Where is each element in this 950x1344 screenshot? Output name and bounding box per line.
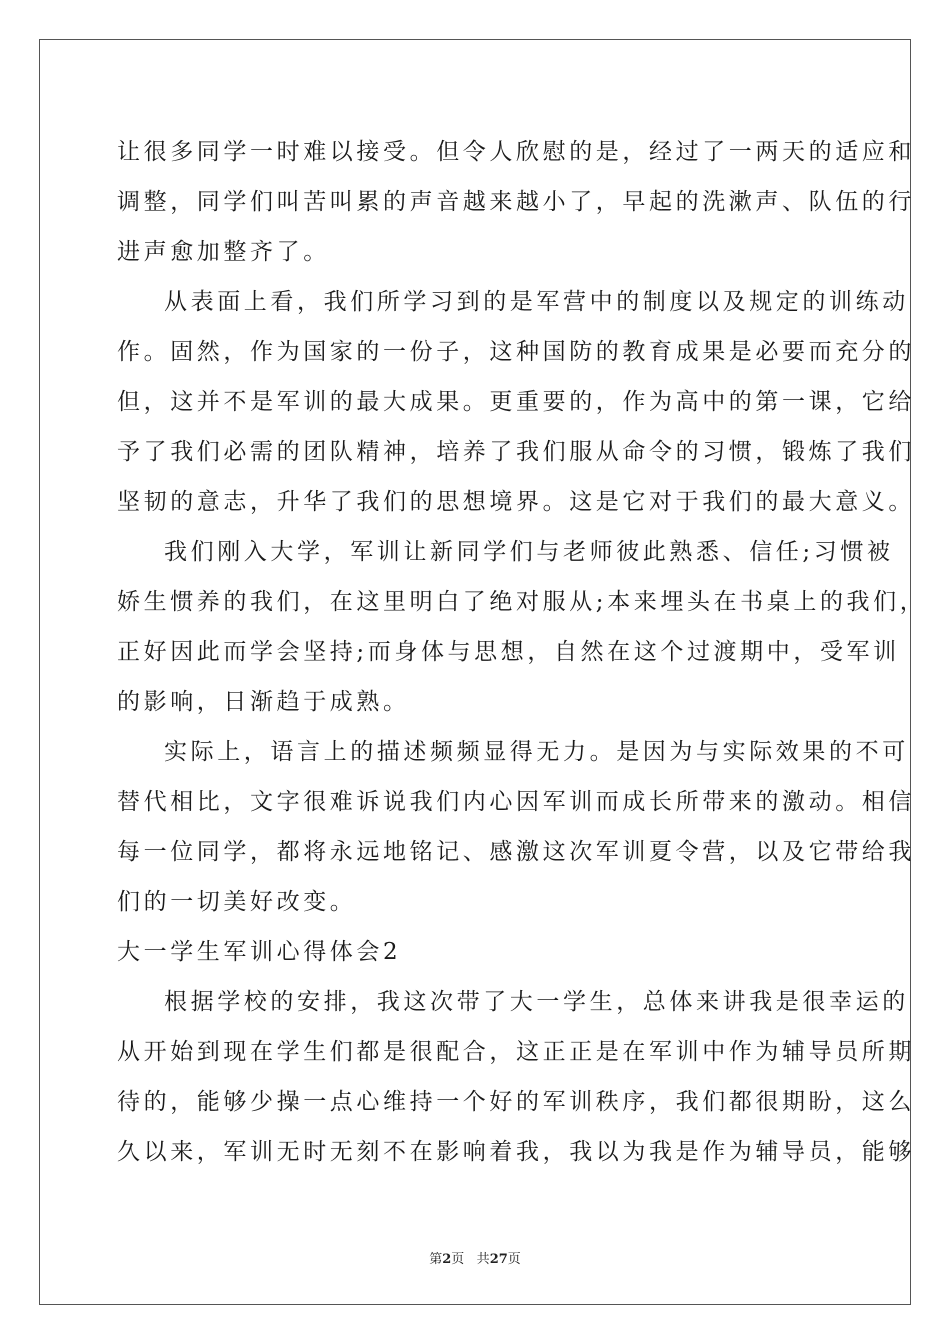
page-prefix: 第 (429, 1252, 443, 1267)
paragraph-first-line: 从表面上看，我们所学习到的是军营中的制度以及规定的训练动 (164, 289, 909, 315)
text-line: 让很多同学一时难以接受。但令人欣慰的是，经过了一两天的适应和 (117, 139, 915, 165)
text-line: 从开始到现在学生们都是很配合，这正正是在军训中作为辅导员所期 (117, 1039, 915, 1065)
text-line: 作。固然，作为国家的一份子，这种国防的教育成果是必要而充分的 (117, 339, 915, 365)
total-suffix: 页 (507, 1252, 521, 1267)
text-line: 待的，能够少操一点心维持一个好的军训秩序，我们都很期盼，这么 (117, 1089, 915, 1115)
text-line: 正好因此而学会坚持;而身体与思想，自然在这个过渡期中，受军训 (117, 639, 900, 665)
page-suffix: 页 (451, 1252, 465, 1267)
text-line: 们的一切美好改变。 (117, 889, 357, 915)
text-line: 予了我们必需的团队精神，培养了我们服从命令的习惯，锻炼了我们 (117, 439, 915, 465)
paragraph-first-line: 根据学校的安排，我这次带了大一学生，总体来讲我是很幸运的 (164, 989, 909, 1015)
text-line: 调整，同学们叫苦叫累的声音越来越小了，早起的洗漱声、队伍的行 (117, 189, 915, 215)
text-line: 但，这并不是军训的最大成果。更重要的，作为高中的第一课，它给 (117, 389, 915, 415)
text-line: 坚韧的意志，升华了我们的思想境界。这是它对于我们的最大意义。 (117, 489, 915, 515)
text-line: 的影响，日渐趋于成熟。 (117, 689, 410, 715)
total-prefix: 共 (476, 1252, 490, 1267)
page-number: 2 (442, 1252, 452, 1267)
document-body (117, 127, 927, 1177)
text-line: 每一位同学，都将永远地铭记、感激这次军训夏令营，以及它带给我 (117, 839, 915, 865)
text-line: 久以来，军训无时无刻不在影响着我，我以为我是作为辅导员，能够 (117, 1139, 915, 1165)
section-heading: 大一学生军训心得体会2 (117, 939, 402, 965)
text-line: 替代相比，文字很难诉说我们内心因军训而成长所带来的激动。相信 (117, 789, 915, 815)
text-line: 进声愈加整齐了。 (117, 239, 330, 265)
total-pages: 27 (489, 1252, 508, 1267)
page-footer (0, 1248, 950, 1267)
paragraph-first-line: 实际上，语言上的描述频频显得无力。是因为与实际效果的不可 (164, 739, 909, 765)
paragraph-first-line: 我们刚入大学，军训让新同学们与老师彼此熟悉、信任;习惯被 (164, 539, 894, 565)
text-line: 娇生惯养的我们，在这里明白了绝对服从;本来埋头在书桌上的我们， (117, 589, 927, 615)
